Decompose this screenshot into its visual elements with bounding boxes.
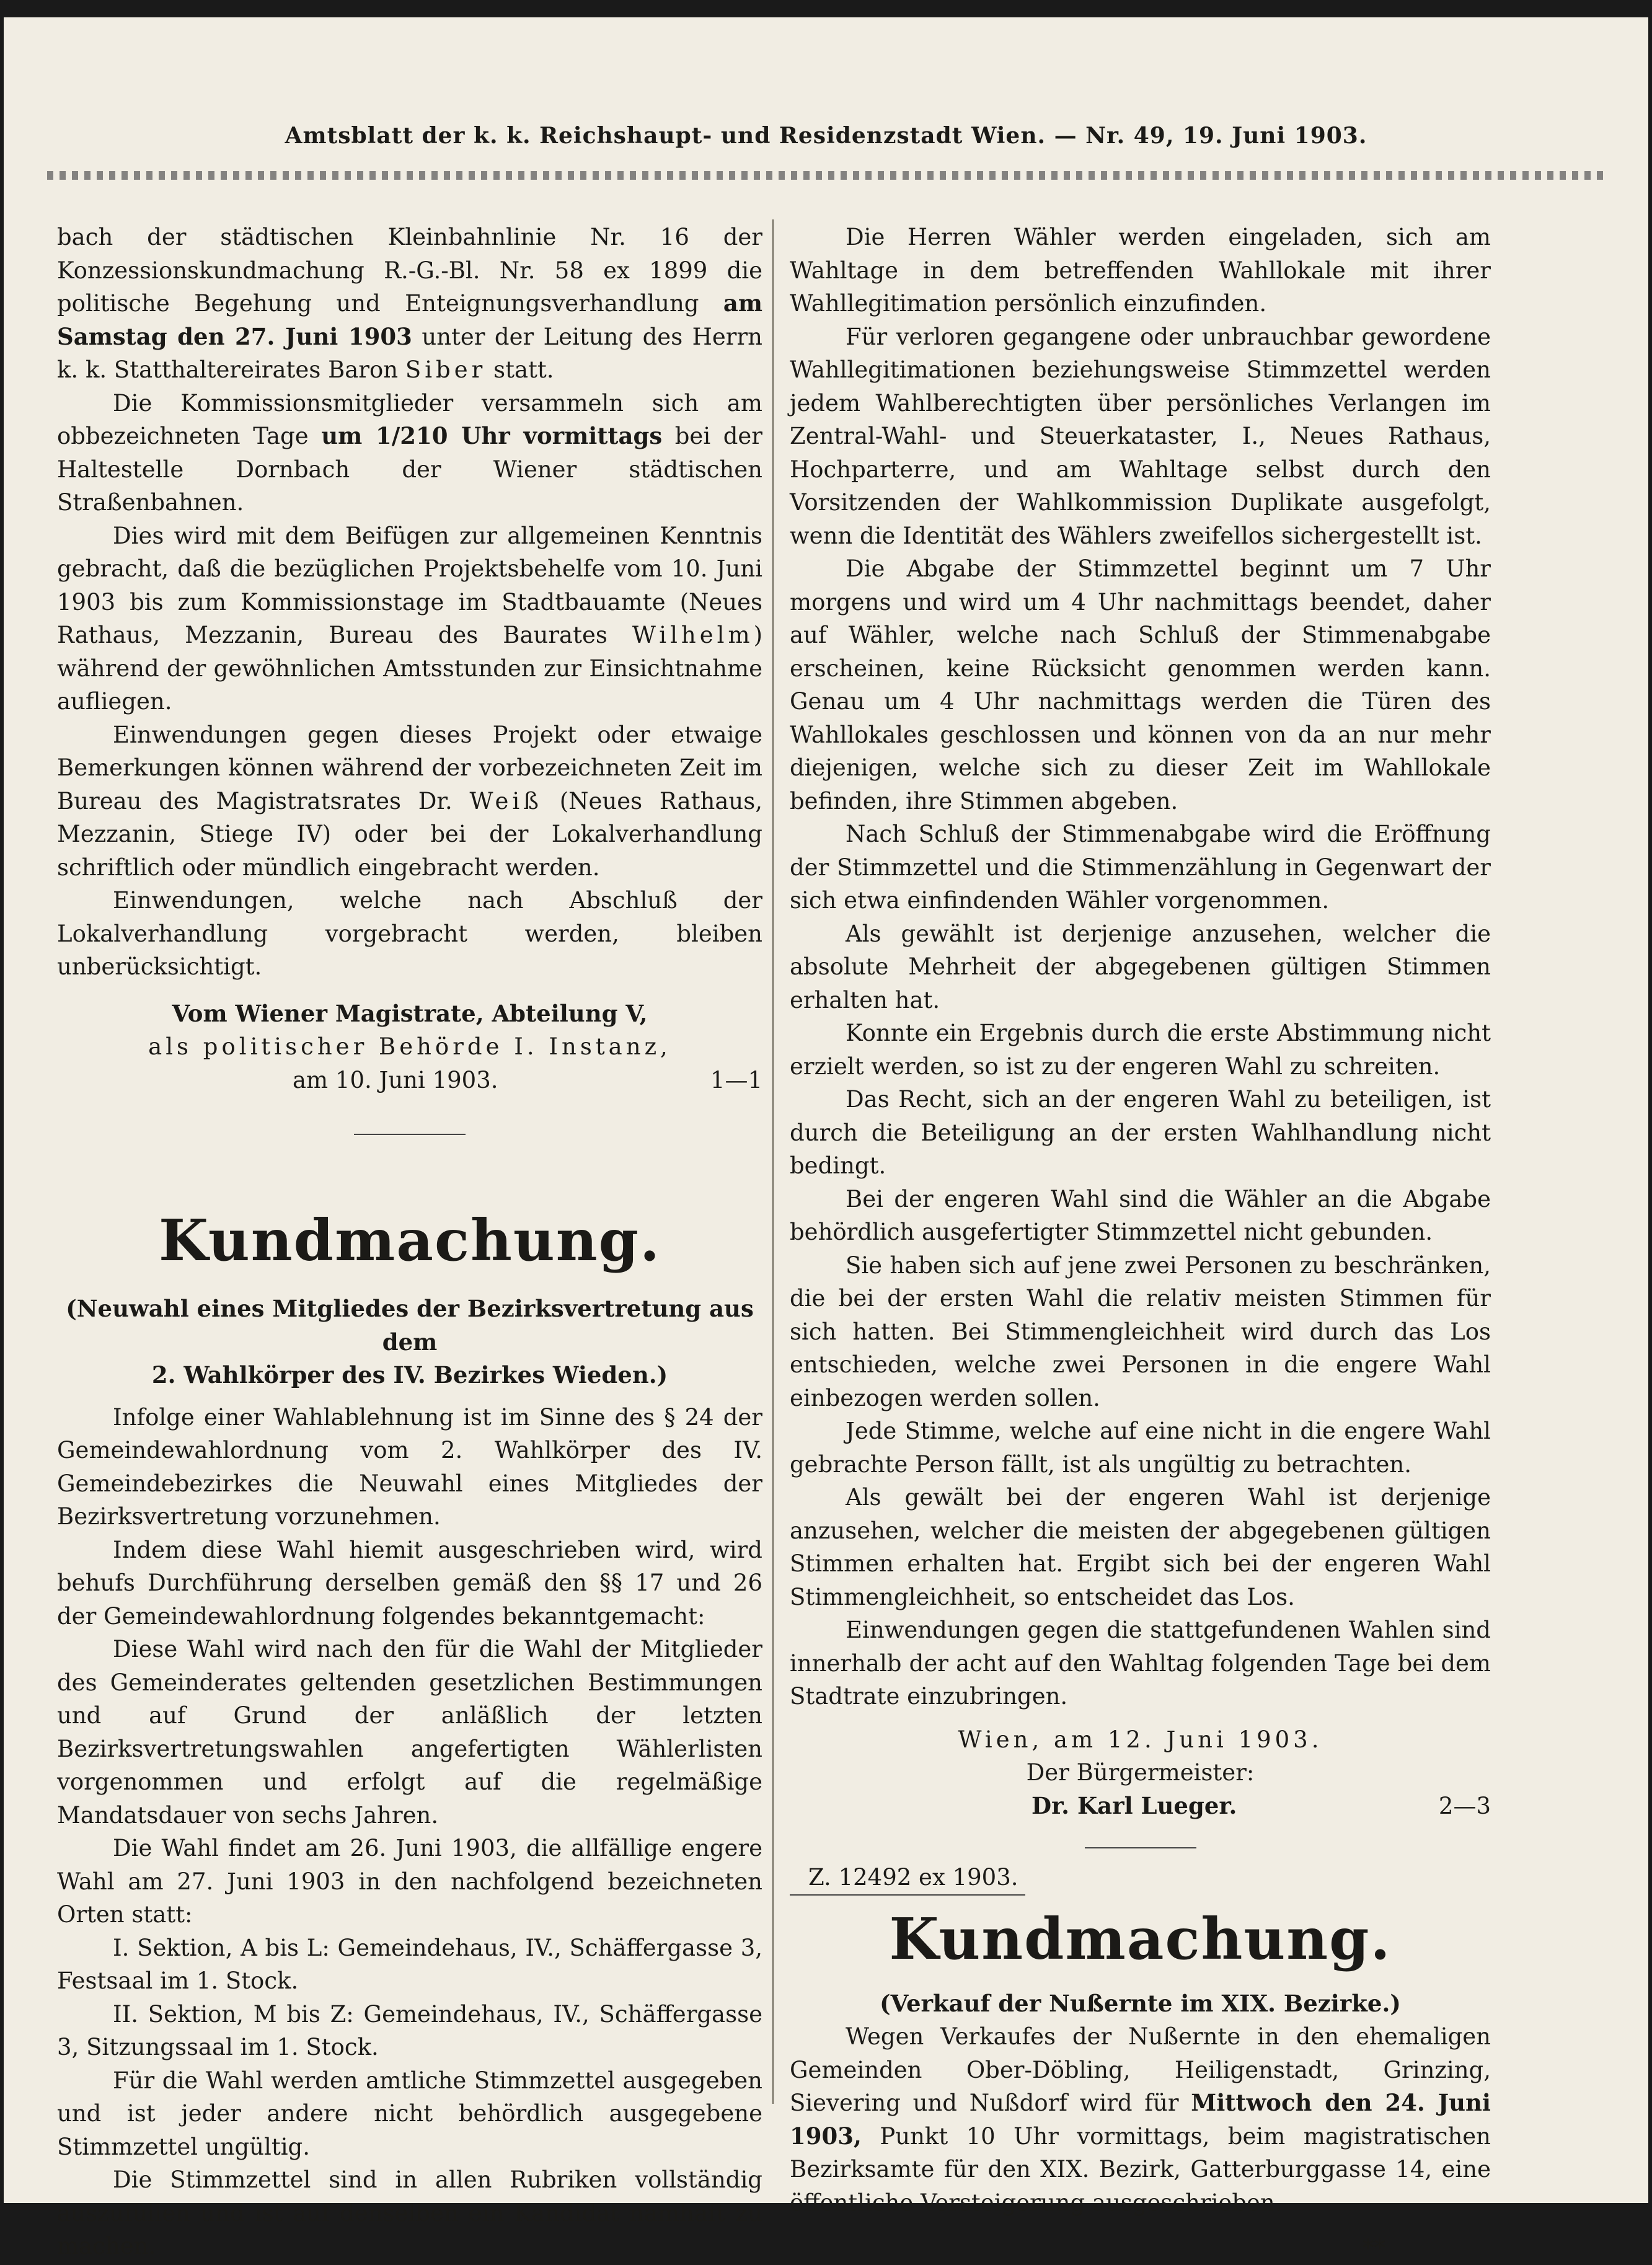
paragraph: Als gewält bei der engeren Wahl ist derjenige anzusehen, welcher die meisten der abgegebenen gültigen Stimmen erhalten hat. Ergibt sich bei der engeren Wahl Stimmengleichheit, so entscheidet das Los. — [790, 1484, 1491, 1610]
right-column — [790, 221, 1491, 2265]
paragraph: Die Kommissionsmitglieder versammeln sich am obbezeichneten Tage um 1/210 Uhr vormittags bei der Haltestelle Dornbach der Wiener städtischen Straßenbahnen. — [57, 389, 762, 516]
paragraph: Einwendungen gegen die stattgefundenen Wahlen sind innerhalb der acht auf den Wahltag folgenden Tage bei dem Stadtrate einzubringen. — [790, 1617, 1491, 1710]
paragraph: Die Herren Wähler werden eingeladen, sich am Wahltage in dem betreffenden Wahllokale mit ihrer Wahllegitimation persönlich einzufinden. — [790, 224, 1491, 317]
signature-line: als politischer Behörde I. Instanz, — [148, 1033, 671, 1060]
paragraph: Das Recht, sich an der engeren Wahl zu beteiligen, ist durch die Beteiligung an der ersten Wahlhandlung nicht bedingt. — [790, 1086, 1491, 1179]
paragraph: Einwendungen, welche nach Abschluß der Lokalverhandlung vorgebracht werden, bleiben unberücksichtigt. — [57, 887, 762, 980]
paragraph: Für verloren gegangene oder unbrauchbar gewordene Wahllegitimationen beziehungsweise Stimmzettel werden jedem Wahlberechtigten über persönliches Verlangen im Zentral-Wahl- und Steuerkataster, I., Neues Rathaus, Hochparterre, und am Wahltage selbst durch den Vorsitzenden der Wahlkommission Duplikate ausgefolgt, wenn die Identität des Wählers zweifellos sichergestellt ist. — [790, 323, 1491, 549]
paragraph: Für die Wahl werden amtliche Stimmzettel ausgegeben und ist jeder andere nicht behördlich ausgegebene Stimmzettel ungültig. — [57, 2067, 762, 2160]
signature-date: am 10. Juni 1903. — [293, 1066, 498, 1093]
kundmachung-heading: Kundmachung. — [158, 1207, 661, 1274]
paragraph: Infolge einer Wahlablehnung ist im Sinne des § 24 der Gemeindewahlordnung vom 2. Wahlkörper des IV. Gemeindebezirkes die Neuwahl eines Mitgliedes der Bezirksvertretung vorzunehmen. — [57, 1403, 762, 1530]
mayor-title: Der Bürgermeister: — [1026, 1759, 1255, 1786]
end-mark: ** — [1363, 2235, 1385, 2261]
mayor-name: Dr. Karl Lueger. — [1031, 1791, 1237, 1819]
paragraph: Die Stimmzettel sind in allen Rubriken vollständig auszufüllen und ist auf denselben ein Kandidat namhaft zu machen. — [57, 2166, 762, 2259]
notice-number: 1—1 — [710, 1066, 762, 1093]
page-header: Amtsblatt der k. k. Reichshaupt- und Residenzstadt Wien. — Nr. 49, 19. Juni 1903. — [285, 123, 1367, 149]
mayor-signature-row — [790, 1790, 1491, 1823]
reference-number: Z. 12492 ex 1903. — [790, 1861, 1025, 1896]
section-rule — [1085, 1847, 1196, 1848]
column-divider — [772, 219, 774, 2104]
kundmachung-subheading: (Neuwahl eines Mitgliedes der Bezirksvertretung aus dem — [66, 1295, 754, 1356]
paragraph: Sie haben sich auf jene zwei Personen zu beschränken, die bei der ersten Wahl die relativ meisten Stimmen für sich hatten. Bei Stimmengleichheit wird durch das Los entschieden, welche zwei Personen in die engere Wahl einbezogen werden sollen. — [790, 1252, 1491, 1411]
signature-date-row — [57, 1064, 762, 1097]
kundmachung-subheading: (Verkauf der Nußernte im XIX. Bezirke.) — [880, 1989, 1401, 2017]
paragraph: Dies wird mit dem Beifügen zur allgemeinen Kenntnis gebracht, daß die bezüglichen Projektsbehelfe vom 10. Juni 1903 bis zum Kommissionstage im Stadtbauamte (Neues Rathaus, Mezzanin, Bureau des Baurates Wilhelm) während der gewöhnlichen Amtsstunden zur Einsichtnahme aufliegen. — [57, 522, 762, 715]
kundmachung-subheading: 2. Wahlkörper des IV. Bezirkes Wieden.) — [151, 1361, 668, 1389]
paragraph: Jede Stimme, welche auf eine nicht in die engere Wahl gebrachte Person fällt, ist als ungültig zu betrachten. — [790, 1418, 1491, 1478]
paragraph: Diese Wahl wird nach den für die Wahl der Mitglieder des Gemeinderates geltenden gesetzlichen Bestimmungen und auf Grund der anläßlich der letzten Bezirksvertretungswahlen angefertigten Wählerlisten vorgenommen und erfolgt auf die regelmäßige Mandatsdauer von sechs Jahren. — [57, 1636, 762, 1829]
paragraph: Die Abgabe der Stimmzettel beginnt um 7 Uhr morgens und wird um 4 Uhr nachmittags beendet, daher auf Wähler, welche nach Schluß der Stimmenabgabe erscheinen, keine Rücksicht genommen werden kann. Genau um 4 Uhr nachmittags werden die Türen des Wahllokales geschlossen und können von da an nur mehr diejenigen, welche sich zu dieser Zeit im Wahllokale befinden, ihre Stimmen abgeben. — [790, 555, 1491, 815]
paragraph: Die Wahl findet am 26. Juni 1903, die allfällige engere Wahl am 27. Juni 1903 in den nachfolgend bezeichneten Orten statt: — [57, 1835, 762, 1928]
paragraph: II. Sektion, M bis Z: Gemeindehaus, IV., Schäffergasse 3, Sitzungssaal im 1. Stock. — [57, 2000, 762, 2060]
notice-number: 2—3 — [1438, 1792, 1491, 1819]
paragraph: bach der städtischen Kleinbahnlinie Nr. 16 der Konzessionskundmachung R.-G.-Bl. Nr. 58 ex 1899 die politische Begehung und Enteignungsverhandlung am Samstag den 27. Juni 1903 unter der Leitung des Herrn k. k. Statthaltereirates Baron Siber statt. — [57, 224, 762, 383]
paragraph: Als gewählt ist derjenige anzusehen, welcher die absolute Mehrheit der abgegebenen gültigen Stimmen erhalten hat. — [790, 920, 1491, 1013]
paragraph: Bei der engeren Wahl sind die Wähler an die Abgabe behördlich ausgefertigter Stimmzettel nicht gebunden. — [790, 1185, 1491, 1245]
paragraph: Indem diese Wahl hiemit ausgeschrieben wird, wird behufs Durchführung derselben gemäß den §§ 17 und 26 der Gemeindewahlordnung folgendes bekanntgemacht: — [57, 1536, 762, 1630]
paragraph: Einwendungen gegen dieses Projekt oder etwaige Bemerkungen können während der vorbezeichneten Zeit im Bureau des Magistratsrates Dr. Weiß (Neues Rathaus, Mezzanin, Stiege IV) oder bei der Lokalverhandlung schriftlich oder mündlich eingebracht werden. — [57, 721, 762, 881]
left-column — [57, 221, 762, 2263]
paragraph: Nach Schluß der Stimmenabgabe wird die Eröffnung der Stimmzettel und die Stimmenzählung in Gegenwart der sich etwa einfindenden Wähler vorgenommen. — [790, 821, 1491, 914]
section-rule — [354, 1134, 466, 1135]
paragraph: Wegen Verkaufes der Nußernte in den ehemaligen Gemeinden Ober-Döbling, Heiligenstadt, Grinzing, Sievering und Nußdorf wird für Mittwoch den 24. Juni 1903, Punkt 10 Uhr vormittags, beim magistratischen Bezirksamte für den XIX. Bezirk, Gatterburggasse 14, eine öffentliche Versteigerung ausgeschrieben. — [790, 2023, 1491, 2216]
place-date: Wien, am 12. Juni 1903. — [958, 1726, 1323, 1753]
paragraph: I. Sektion, A bis L: Gemeindehaus, IV., Schäffergasse 3, Festsaal im 1. Stock. — [57, 1934, 762, 1994]
signature-line: Vom Wiener Magistrate, Abteilung V, — [172, 999, 648, 1027]
paragraph: Konnte ein Ergebnis durch die erste Abstimmung nicht erzielt werden, so ist zu der engeren Wahl zu schreiten. — [790, 1020, 1491, 1080]
newspaper-page — [4, 17, 1648, 2261]
kundmachung-heading: Kundmachung. — [889, 1905, 1392, 1972]
header-wavy-rule — [47, 171, 1605, 180]
